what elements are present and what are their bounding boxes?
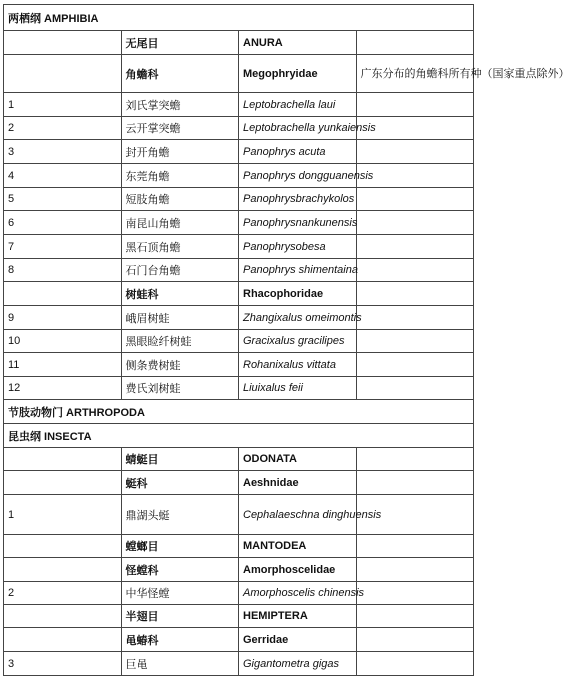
species-name-sci-cell: Panophrysobesa (239, 235, 357, 259)
number-cell: 2 (4, 582, 122, 605)
table-row (4, 448, 474, 471)
section-heading-cell: 节肢动物门 ARTHROPODA (4, 400, 474, 424)
taxon-name-sci-cell: Megophryidae (239, 55, 357, 93)
species-name-cn-cell: 峨眉树蛙 (121, 306, 239, 330)
taxon-name-cn-cell: 蜓科 (121, 471, 239, 495)
number-cell: 4 (4, 164, 122, 188)
taxon-name-cn-cell: 怪螳科 (121, 558, 239, 582)
species-name-cn-cell: 刘氏掌突蟾 (121, 93, 239, 117)
table-row (4, 535, 474, 558)
taxon-name-cn-cell: 螳螂目 (121, 535, 239, 558)
note-cell (356, 188, 474, 211)
table-row (4, 353, 474, 377)
number-cell (4, 471, 122, 495)
table-row (4, 582, 474, 605)
note-cell (356, 164, 474, 188)
number-cell (4, 605, 122, 628)
note-cell (356, 306, 474, 330)
note-cell (356, 582, 474, 605)
note-cell (356, 31, 474, 55)
number-cell: 7 (4, 235, 122, 259)
taxon-name-sci-cell: MANTODEA (239, 535, 357, 558)
number-cell (4, 628, 122, 652)
species-name-sci-cell: Panophrysnankunensis (239, 211, 357, 235)
species-name-sci-cell: Panophrys shimentaina (239, 259, 357, 282)
number-cell (4, 535, 122, 558)
number-cell: 9 (4, 306, 122, 330)
number-cell (4, 448, 122, 471)
species-name-cn-cell: 鼎湖头蜓 (121, 495, 239, 535)
species-name-sci-cell: Liuixalus feii (239, 377, 357, 400)
number-cell: 1 (4, 93, 122, 117)
species-name-sci-cell: Amorphoscelis chinensis (239, 582, 357, 605)
taxon-name-sci-cell: HEMIPTERA (239, 605, 357, 628)
species-name-cn-cell: 黑眼睑纤树蛙 (121, 330, 239, 353)
species-name-sci-cell: Panophrysbrachykolos (239, 188, 357, 211)
number-cell: 3 (4, 652, 122, 676)
number-cell: 3 (4, 140, 122, 164)
note-cell (356, 235, 474, 259)
species-name-sci-cell: Cephalaeschna dinghuensis (239, 495, 357, 535)
number-cell: 10 (4, 330, 122, 353)
note-cell (356, 652, 474, 676)
table-row (4, 259, 474, 282)
species-name-cn-cell: 巨黾 (121, 652, 239, 676)
table-row (4, 188, 474, 211)
number-cell: 12 (4, 377, 122, 400)
taxon-name-cn-cell: 黾蝽科 (121, 628, 239, 652)
taxon-name-cn-cell: 无尾目 (121, 31, 239, 55)
table-row (4, 282, 474, 306)
table-row (4, 471, 474, 495)
table-row (4, 211, 474, 235)
note-cell (356, 259, 474, 282)
table-row (4, 652, 474, 676)
table-row (4, 55, 474, 93)
number-cell: 1 (4, 495, 122, 535)
species-name-cn-cell: 短肢角蟾 (121, 188, 239, 211)
number-cell: 2 (4, 117, 122, 140)
species-name-cn-cell: 云开掌突蟾 (121, 117, 239, 140)
note-cell (356, 448, 474, 471)
table-row (4, 558, 474, 582)
note-cell (356, 377, 474, 400)
table-row (4, 235, 474, 259)
table-row (4, 164, 474, 188)
taxon-name-sci-cell: Aeshnidae (239, 471, 357, 495)
section-heading-cell: 昆虫纲 INSECTA (4, 424, 474, 448)
species-name-cn-cell: 黑石顶角蟾 (121, 235, 239, 259)
number-cell: 6 (4, 211, 122, 235)
number-cell (4, 31, 122, 55)
taxon-name-sci-cell: ANURA (239, 31, 357, 55)
number-cell: 5 (4, 188, 122, 211)
note-cell (356, 282, 474, 306)
table-row (4, 424, 474, 448)
note-cell: 广东分布的角蟾科所有种（国家重点除外） (356, 55, 474, 93)
species-name-cn-cell: 石门台角蟾 (121, 259, 239, 282)
species-name-cn-cell: 南昆山角蟾 (121, 211, 239, 235)
taxon-name-cn-cell: 树蛙科 (121, 282, 239, 306)
species-name-sci-cell: Leptobrachella laui (239, 93, 357, 117)
species-name-cn-cell: 封开角蟾 (121, 140, 239, 164)
species-name-sci-cell: Gracixalus gracilipes (239, 330, 357, 353)
note-cell (356, 605, 474, 628)
species-name-cn-cell: 中华怪螳 (121, 582, 239, 605)
number-cell (4, 558, 122, 582)
number-cell: 11 (4, 353, 122, 377)
taxon-name-sci-cell: ODONATA (239, 448, 357, 471)
note-cell (356, 535, 474, 558)
species-name-sci-cell: Panophrys acuta (239, 140, 357, 164)
note-cell (356, 558, 474, 582)
species-table-body (4, 5, 570, 676)
note-cell (356, 628, 474, 652)
table-row (4, 140, 474, 164)
taxon-name-cn-cell: 半翅目 (121, 605, 239, 628)
number-cell (4, 55, 122, 93)
table-row (4, 306, 474, 330)
note-cell (356, 353, 474, 377)
taxon-name-sci-cell: Amorphoscelidae (239, 558, 357, 582)
taxon-name-sci-cell: Gerridae (239, 628, 357, 652)
section-heading-cell: 两栖纲 AMPHIBIA (4, 5, 474, 31)
table-row (4, 31, 474, 55)
species-name-cn-cell: 东莞角蟾 (121, 164, 239, 188)
species-name-sci-cell: Leptobrachella yunkaiensis (239, 117, 357, 140)
note-cell (356, 330, 474, 353)
table-row (4, 377, 474, 400)
note-cell (356, 140, 474, 164)
species-table (3, 4, 570, 676)
note-cell (356, 211, 474, 235)
species-name-cn-cell: 费氏刘树蛙 (121, 377, 239, 400)
species-name-cn-cell: 侧条费树蛙 (121, 353, 239, 377)
table-row (4, 330, 474, 353)
taxon-name-sci-cell: Rhacophoridae (239, 282, 357, 306)
table-row (4, 628, 474, 652)
species-name-sci-cell: Zhangixalus omeimontis (239, 306, 357, 330)
table-row (4, 605, 474, 628)
number-cell: 8 (4, 259, 122, 282)
number-cell (4, 282, 122, 306)
note-cell (356, 93, 474, 117)
table-row (4, 400, 474, 424)
note-cell (356, 471, 474, 495)
table-row (4, 117, 474, 140)
taxon-name-cn-cell: 蜻蜓目 (121, 448, 239, 471)
species-name-sci-cell: Panophrys dongguanensis (239, 164, 357, 188)
table-row (4, 495, 474, 535)
table-row (4, 93, 474, 117)
taxon-name-cn-cell: 角蟾科 (121, 55, 239, 93)
species-name-sci-cell: Rohanixalus vittata (239, 353, 357, 377)
table-row (4, 5, 474, 31)
species-name-sci-cell: Gigantometra gigas (239, 652, 357, 676)
